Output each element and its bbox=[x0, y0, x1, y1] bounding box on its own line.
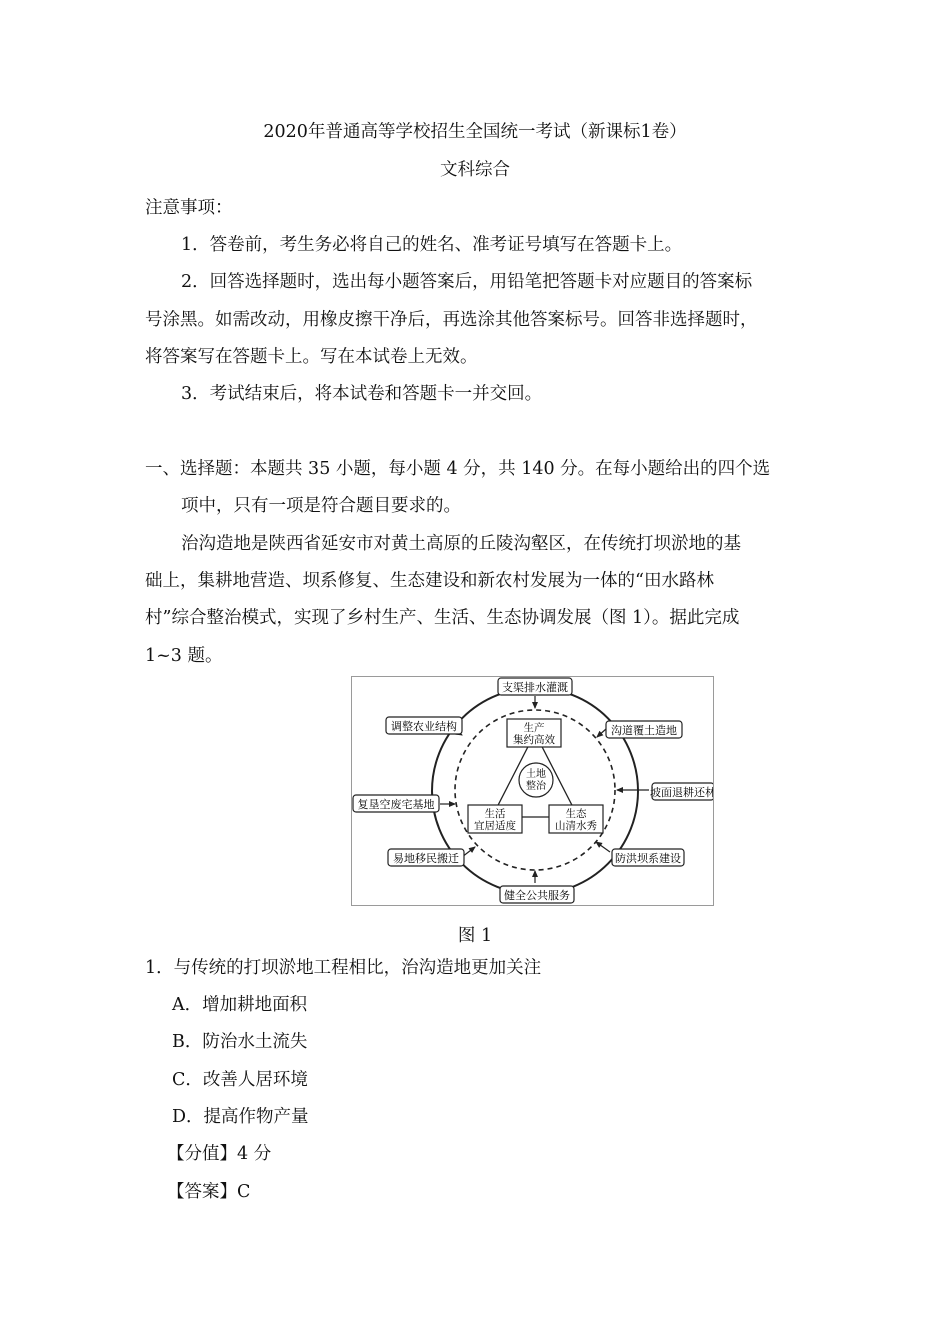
svg-text:生态: 生态 bbox=[565, 808, 587, 820]
svg-text:宜居适度: 宜居适度 bbox=[474, 820, 516, 832]
svg-text:坡面退耕还林: 坡面退耕还林 bbox=[650, 786, 713, 799]
svg-text:山清水秀: 山清水秀 bbox=[555, 820, 597, 832]
svg-text:集约高效: 集约高效 bbox=[513, 734, 555, 746]
notice-item-1: 1．答卷前，考生务必将自己的姓名、准考证号填写在答题卡上。 bbox=[181, 235, 683, 255]
box-lower-left bbox=[388, 849, 464, 866]
svg-text:沟道覆土造地: 沟道覆土造地 bbox=[611, 724, 677, 737]
box-left bbox=[353, 795, 439, 812]
option-b: B．防治水土流失 bbox=[172, 1032, 308, 1052]
notice-item-3: 3．考试结束后，将本试卷和答题卡一并交回。 bbox=[181, 384, 543, 404]
section-heading-line-2: 项中，只有一项是符合题目要求的。 bbox=[181, 496, 461, 516]
passage-line-3: 村”综合整治模式，实现了乡村生产、生活、生态协调发展（图 1）。据此完成 bbox=[145, 608, 740, 628]
notice-item-2-line-3: 将答案写在答题卡上。写在本试卷上无效。 bbox=[145, 347, 478, 367]
box-upper-left bbox=[386, 717, 462, 734]
page-title: 2020年普通高等学校招生全国统一考试（新课标1卷） bbox=[263, 122, 687, 142]
option-d: D．提高作物产量 bbox=[172, 1107, 309, 1127]
center-land-circle bbox=[519, 763, 553, 797]
svg-text:整治: 整治 bbox=[526, 781, 546, 792]
svg-text:调整农业结构: 调整农业结构 bbox=[391, 720, 457, 733]
svg-text:复垦空废宅基地: 复垦空废宅基地 bbox=[357, 798, 435, 811]
option-c: C．改善人居环境 bbox=[172, 1070, 308, 1090]
box-lower-right bbox=[612, 849, 684, 866]
box-bottom bbox=[500, 886, 574, 903]
svg-text:防洪坝系建设: 防洪坝系建设 bbox=[615, 852, 681, 865]
svg-text:支渠排水灌溉: 支渠排水灌溉 bbox=[502, 681, 568, 694]
svg-text:土地: 土地 bbox=[526, 769, 546, 780]
box-living bbox=[468, 805, 522, 833]
box-production bbox=[507, 719, 561, 747]
score-label: 【分值】4 分 bbox=[167, 1144, 272, 1164]
cycle-diagram bbox=[352, 677, 713, 905]
answer-label: 【答案】C bbox=[167, 1182, 251, 1202]
box-upper-right bbox=[606, 721, 682, 738]
passage-line-1: 治沟造地是陕西省延安市对黄土高原的丘陵沟壑区，在传统打坝淤地的基 bbox=[181, 534, 741, 554]
box-ecology bbox=[549, 805, 603, 833]
figure-caption: 图 1 bbox=[457, 926, 493, 946]
box-right bbox=[650, 783, 713, 800]
figure-1-diagram bbox=[351, 676, 714, 906]
section-heading-line-1: 一、选择题：本题共 35 小题，每小题 4 分，共 140 分。在每小题给出的四个选 bbox=[145, 459, 771, 479]
question-stem: 1．与传统的打坝淤地工程相比，治沟造地更加关注 bbox=[145, 958, 542, 978]
svg-text:生活: 生活 bbox=[484, 808, 506, 820]
option-a: A．增加耕地面积 bbox=[172, 995, 308, 1015]
svg-text:健全公共服务: 健全公共服务 bbox=[504, 889, 570, 902]
notice-item-2-line-2: 号涂黑。如需改动，用橡皮擦干净后，再选涂其他答案标号。回答非选择题时， bbox=[145, 310, 758, 330]
passage-line-2: 础上，集耕地营造、坝系修复、生态建设和新农村发展为一体的“田水路林 bbox=[145, 571, 714, 591]
box-top bbox=[498, 678, 572, 695]
notice-heading: 注意事项： bbox=[145, 198, 233, 218]
svg-text:生产: 生产 bbox=[523, 722, 545, 734]
page-subtitle: 文科综合 bbox=[440, 160, 510, 180]
passage-line-4: 1~3 题。 bbox=[145, 646, 223, 666]
svg-text:易地移民搬迁: 易地移民搬迁 bbox=[393, 852, 459, 865]
notice-item-2-line-1: 2．回答选择题时，选出每小题答案后，用铅笔把答题卡对应题目的答案标 bbox=[181, 272, 753, 292]
